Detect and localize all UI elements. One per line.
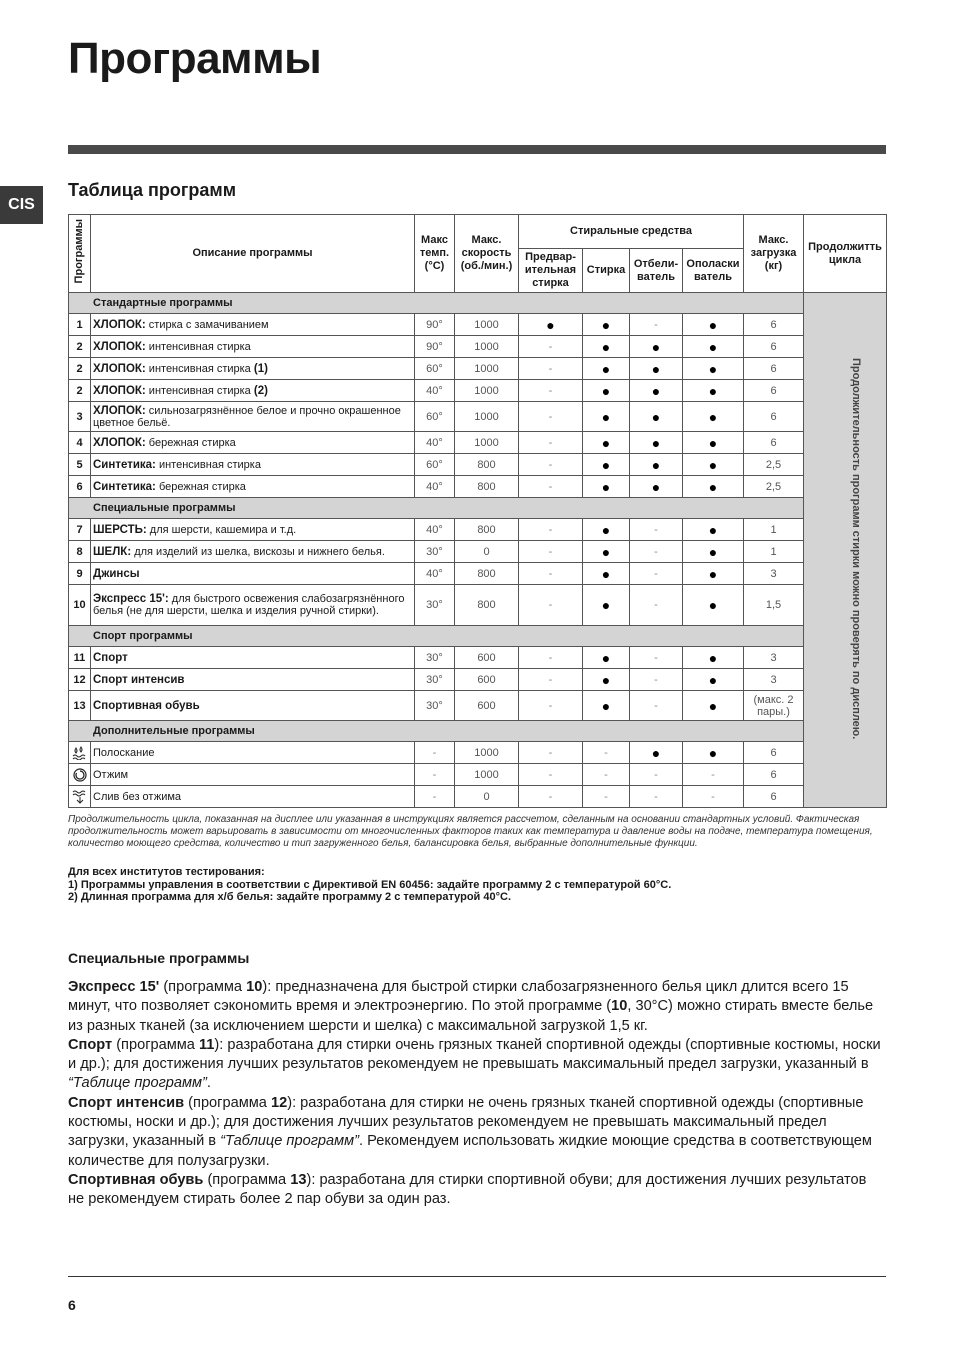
program-softener: ● xyxy=(683,402,744,432)
category-label: Стандартные программы xyxy=(69,293,804,314)
drain-icon xyxy=(69,786,91,808)
program-speed: 1000 xyxy=(455,314,519,336)
program-temp: 60° xyxy=(415,454,455,476)
program-number: 2 xyxy=(69,380,91,402)
program-description: Слив без отжима xyxy=(91,786,415,808)
program-row xyxy=(69,563,887,585)
header-duration: Продолжитть цикла xyxy=(804,215,887,293)
program-speed: 1000 xyxy=(455,742,519,764)
header-detergents: Стиральные средства xyxy=(519,215,744,249)
program-number: 6 xyxy=(69,476,91,498)
program-description: Отжим xyxy=(91,764,415,786)
program-load: 3 xyxy=(744,563,804,585)
program-load: 6 xyxy=(744,336,804,358)
program-description: ХЛОПОК: интенсивная стирка (1) xyxy=(91,358,415,380)
program-description: ХЛОПОК: бережная стирка xyxy=(91,432,415,454)
program-temp: 40° xyxy=(415,476,455,498)
program-number: 9 xyxy=(69,563,91,585)
program-bleach: - xyxy=(630,786,683,808)
program-load: 2,5 xyxy=(744,476,804,498)
program-bleach: - xyxy=(630,691,683,721)
category-row xyxy=(69,626,887,647)
program-description: Экспресс 15': для быстрого освежения слабозагрязнённого белья (не для шерсти, шелка и изделия ручной стирки). xyxy=(91,585,415,626)
program-load: 1 xyxy=(744,519,804,541)
program-number: 12 xyxy=(69,669,91,691)
special-programs-title: Специальные программы xyxy=(68,950,250,966)
duration-footnote: Продолжительность цикла, показанная на дисплее или указанная в инструкциях является рассчетом, сделанным на основании стандартных условий. Фактическая продолжительность может варьировать в зависимости от многочисленных факторов таких как температура и давление воды на подаче, температура помещения, количество моющего средства, количество и тип загруженного белья, балансировка белья, выбранные дополнительные функции. xyxy=(68,814,873,849)
program-number: 7 xyxy=(69,519,91,541)
header-max-load: Макс. загрузка (кг) xyxy=(744,215,804,293)
region-tab: CIS xyxy=(0,186,43,224)
header-bleach: Отбели- ватель xyxy=(630,249,683,293)
sport-intensive-paragraph: Спорт интенсив (программа 12): разработана для стирки не очень грязных тканей спортивной одежды (спортивные костюмы, носки и др.); для достижения лучших результатов рекомендуем не превышать максимальный предел загрузки, указанный в “Таблице программ”. Рекомендуем использовать жидкие моющие средства в соответствующем количестве для полузагрузки. xyxy=(68,1094,872,1169)
category-label: Дополнительные программы xyxy=(69,721,804,742)
program-temp: - xyxy=(415,786,455,808)
program-speed: 800 xyxy=(455,519,519,541)
program-bleach: - xyxy=(630,764,683,786)
program-row xyxy=(69,669,887,691)
sport-paragraph: Спорт (программа 11): разработана для стирки очень грязных тканей спортивной одежды (спортивные костюмы, носки и др.); для достижения лучших результатов рекомендуем не превышать максимальный предел загрузки, указанный в “Таблице программ”. xyxy=(68,1036,881,1092)
program-speed: 1000 xyxy=(455,358,519,380)
category-label: Спорт программы xyxy=(69,626,804,647)
footer-rule xyxy=(68,1276,886,1277)
testing-title: Для всех институтов тестирования: xyxy=(68,866,265,878)
program-temp: 30° xyxy=(415,541,455,563)
program-temp: 40° xyxy=(415,519,455,541)
sport-shoes-paragraph: Спортивная обувь (программа 13): разработана для стирки спортивной обуви; для достижения лучших результатов не рекомендуем стирать более 2 пар обуви за один раз. xyxy=(68,1171,867,1208)
program-wash: ● xyxy=(583,476,630,498)
program-prewash: - xyxy=(519,669,583,691)
program-number: 13 xyxy=(69,691,91,721)
program-description: Спортивная обувь xyxy=(91,691,415,721)
program-speed: 600 xyxy=(455,647,519,669)
program-speed: 800 xyxy=(455,454,519,476)
category-row xyxy=(69,498,887,519)
program-wash: ● xyxy=(583,432,630,454)
program-row xyxy=(69,454,887,476)
program-number: 1 xyxy=(69,314,91,336)
program-load: 2,5 xyxy=(744,454,804,476)
program-wash: - xyxy=(583,742,630,764)
program-wash: - xyxy=(583,786,630,808)
program-prewash: - xyxy=(519,786,583,808)
program-number: 11 xyxy=(69,647,91,669)
program-temp: 40° xyxy=(415,563,455,585)
program-bleach: ● xyxy=(630,402,683,432)
program-speed: 1000 xyxy=(455,380,519,402)
header-prewash: Предвар- ительная стирка xyxy=(519,249,583,293)
program-load: 6 xyxy=(744,742,804,764)
program-bleach: - xyxy=(630,669,683,691)
program-load: 6 xyxy=(744,358,804,380)
program-bleach: - xyxy=(630,519,683,541)
program-softener: ● xyxy=(683,476,744,498)
program-softener: ● xyxy=(683,742,744,764)
rinse-icon xyxy=(69,742,91,764)
program-temp: 90° xyxy=(415,314,455,336)
duration-note: Продолжительность программ стирки можно проверять по дисплею. xyxy=(804,293,887,808)
program-description: Синтетика: бережная стирка xyxy=(91,476,415,498)
program-bleach: ● xyxy=(630,454,683,476)
program-bleach: - xyxy=(630,647,683,669)
program-speed: 1000 xyxy=(455,402,519,432)
program-softener: ● xyxy=(683,541,744,563)
testing-line-1: 1) Программы управления в соответствии с Директивой EN 60456: задайте программу 2 с температурой 60°С. xyxy=(68,878,672,891)
program-row xyxy=(69,786,887,808)
program-speed: 800 xyxy=(455,585,519,626)
header-description: Описание программы xyxy=(91,215,415,293)
header-softener: Ополаски ватель xyxy=(683,249,744,293)
program-speed: 0 xyxy=(455,786,519,808)
program-row xyxy=(69,541,887,563)
program-row xyxy=(69,336,887,358)
program-bleach: ● xyxy=(630,380,683,402)
program-softener: ● xyxy=(683,669,744,691)
testing-note xyxy=(68,866,886,904)
program-temp: 60° xyxy=(415,402,455,432)
program-prewash: - xyxy=(519,764,583,786)
program-number: 10 xyxy=(69,585,91,626)
programs-table xyxy=(68,214,887,808)
program-wash: ● xyxy=(583,336,630,358)
program-softener: ● xyxy=(683,454,744,476)
program-prewash: - xyxy=(519,541,583,563)
program-temp: 40° xyxy=(415,432,455,454)
program-wash: ● xyxy=(583,541,630,563)
program-wash: ● xyxy=(583,669,630,691)
program-bleach: ● xyxy=(630,742,683,764)
program-row xyxy=(69,314,887,336)
program-wash: ● xyxy=(583,402,630,432)
special-programs-body xyxy=(68,978,886,1210)
program-prewash: - xyxy=(519,358,583,380)
program-wash: ● xyxy=(583,358,630,380)
program-description: ШЕЛК: для изделий из шелка, вискозы и нижнего белья. xyxy=(91,541,415,563)
program-row xyxy=(69,742,887,764)
title-rule xyxy=(68,145,886,154)
program-speed: 600 xyxy=(455,669,519,691)
program-speed: 600 xyxy=(455,691,519,721)
program-load: (макс. 2 пары.) xyxy=(744,691,804,721)
program-softener: - xyxy=(683,764,744,786)
program-load: 3 xyxy=(744,647,804,669)
page-title: Программы xyxy=(68,34,322,83)
program-speed: 0 xyxy=(455,541,519,563)
program-speed: 1000 xyxy=(455,432,519,454)
program-load: 6 xyxy=(744,432,804,454)
program-prewash: - xyxy=(519,402,583,432)
program-wash: ● xyxy=(583,519,630,541)
program-bleach: ● xyxy=(630,336,683,358)
program-softener: ● xyxy=(683,314,744,336)
program-row xyxy=(69,691,887,721)
program-speed: 1000 xyxy=(455,336,519,358)
program-number: 8 xyxy=(69,541,91,563)
program-description: ХЛОПОК: стирка с замачиванием xyxy=(91,314,415,336)
program-wash: ● xyxy=(583,691,630,721)
program-prewash: - xyxy=(519,336,583,358)
program-number: 3 xyxy=(69,402,91,432)
program-softener: ● xyxy=(683,647,744,669)
program-description: ХЛОПОК: сильнозагрязнённое белое и прочно окрашенное цветное бельё. xyxy=(91,402,415,432)
program-description: Спорт xyxy=(91,647,415,669)
program-description: ХЛОПОК: интенсивная стирка xyxy=(91,336,415,358)
program-prewash: - xyxy=(519,563,583,585)
program-description: ХЛОПОК: интенсивная стирка (2) xyxy=(91,380,415,402)
program-softener: ● xyxy=(683,358,744,380)
program-softener: ● xyxy=(683,432,744,454)
program-temp: - xyxy=(415,764,455,786)
header-max-temp: Макс темп. (°С) xyxy=(415,215,455,293)
program-number: 4 xyxy=(69,432,91,454)
program-description: ШЕРСТЬ: для шерсти, кашемира и т.д. xyxy=(91,519,415,541)
program-row xyxy=(69,764,887,786)
program-prewash: - xyxy=(519,380,583,402)
testing-line-2: 2) Длинная программа для х/б белья: задайте программу 2 с температурой 40°С. xyxy=(68,891,512,903)
program-row xyxy=(69,647,887,669)
program-wash: ● xyxy=(583,563,630,585)
program-row xyxy=(69,585,887,626)
program-bleach: - xyxy=(630,314,683,336)
program-temp: 40° xyxy=(415,380,455,402)
program-temp: 30° xyxy=(415,691,455,721)
program-prewash: - xyxy=(519,585,583,626)
program-bleach: ● xyxy=(630,432,683,454)
program-load: 3 xyxy=(744,669,804,691)
program-softener: ● xyxy=(683,380,744,402)
program-bleach: ● xyxy=(630,358,683,380)
program-number: 2 xyxy=(69,358,91,380)
express-paragraph: Экспресс 15' (программа 10): предназначена для быстрой стирки слабозагрязненного белья цикл длится всего 15 минут, что позволяет сэкономить время и электроэнергию. По этой программе (10, 30°С) можно стирать вместе белье из разных тканей (за исключением шерсти и шелка) с максимальной загрузкой 1,5 кг. xyxy=(68,979,874,1034)
program-row xyxy=(69,402,887,432)
section-title: Таблица программ xyxy=(68,180,237,200)
program-softener: ● xyxy=(683,691,744,721)
program-temp: 30° xyxy=(415,585,455,626)
program-bleach: - xyxy=(630,585,683,626)
header-max-speed: Макс. скорость (об./мин.) xyxy=(455,215,519,293)
program-temp: - xyxy=(415,742,455,764)
table-body xyxy=(69,293,887,808)
program-wash: - xyxy=(583,764,630,786)
page-number: 6 xyxy=(68,1297,76,1313)
program-softener: - xyxy=(683,786,744,808)
program-description: Джинсы xyxy=(91,563,415,585)
program-number: 2 xyxy=(69,336,91,358)
program-temp: 30° xyxy=(415,669,455,691)
program-description: Полоскание xyxy=(91,742,415,764)
program-temp: 30° xyxy=(415,647,455,669)
program-temp: 60° xyxy=(415,358,455,380)
program-load: 6 xyxy=(744,314,804,336)
program-wash: ● xyxy=(583,585,630,626)
program-load: 6 xyxy=(744,380,804,402)
program-prewash: - xyxy=(519,691,583,721)
program-description: Спорт интенсив xyxy=(91,669,415,691)
program-row xyxy=(69,519,887,541)
program-wash: ● xyxy=(583,380,630,402)
category-row xyxy=(69,721,887,742)
header-programs: Программы xyxy=(69,215,91,293)
program-speed: 1000 xyxy=(455,764,519,786)
program-description: Синтетика: интенсивная стирка xyxy=(91,454,415,476)
program-prewash: - xyxy=(519,647,583,669)
spin-icon xyxy=(69,764,91,786)
program-wash: ● xyxy=(583,454,630,476)
program-softener: ● xyxy=(683,563,744,585)
program-prewash: - xyxy=(519,432,583,454)
program-row xyxy=(69,432,887,454)
program-bleach: - xyxy=(630,541,683,563)
program-row xyxy=(69,380,887,402)
program-row xyxy=(69,358,887,380)
program-wash: ● xyxy=(583,314,630,336)
program-prewash: - xyxy=(519,454,583,476)
program-softener: ● xyxy=(683,519,744,541)
program-load: 1,5 xyxy=(744,585,804,626)
header-wash: Стирка xyxy=(583,249,630,293)
program-temp: 90° xyxy=(415,336,455,358)
category-label: Специальные программы xyxy=(69,498,804,519)
program-prewash: - xyxy=(519,742,583,764)
program-prewash: - xyxy=(519,476,583,498)
program-softener: ● xyxy=(683,336,744,358)
program-prewash: - xyxy=(519,519,583,541)
program-bleach: - xyxy=(630,563,683,585)
category-row xyxy=(69,293,887,314)
program-load: 6 xyxy=(744,786,804,808)
program-bleach: ● xyxy=(630,476,683,498)
program-number: 5 xyxy=(69,454,91,476)
program-softener: ● xyxy=(683,585,744,626)
program-load: 6 xyxy=(744,402,804,432)
program-row xyxy=(69,476,887,498)
program-speed: 800 xyxy=(455,563,519,585)
program-speed: 800 xyxy=(455,476,519,498)
program-load: 6 xyxy=(744,764,804,786)
program-load: 1 xyxy=(744,541,804,563)
program-prewash: ● xyxy=(519,314,583,336)
program-wash: ● xyxy=(583,647,630,669)
